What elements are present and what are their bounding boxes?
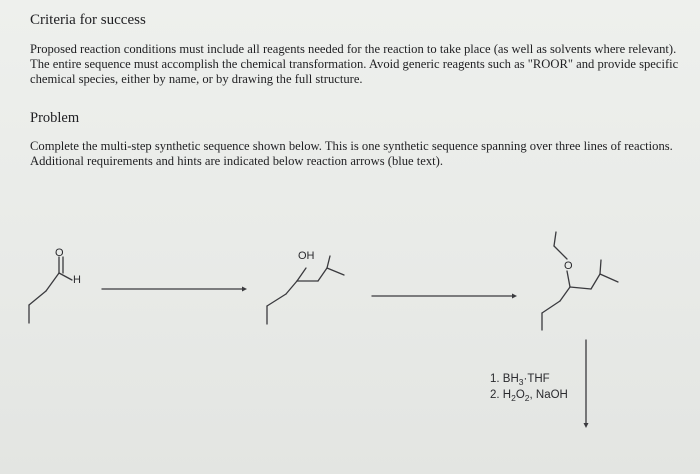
aldehyde-hydrogen-label: H	[73, 274, 81, 286]
ether-oxygen-label: O	[564, 260, 573, 272]
problem-text: Complete the multi-step synthetic sequence shown below. This is one synthetic sequence spanning over three lines of reactions. Additional requirements and hints are indicated below reaction arrows (blue text).	[30, 139, 673, 168]
criteria-text: Proposed reaction conditions must include all reagents needed for the reaction to take place (as well as solvents where relevant). The entire sequence must accomplish the chemical transformation. Avoid generic reagents such as "ROOR" and provide specific chemical species, either by name, or by drawing the full structure.	[30, 42, 679, 86]
reaction-arrow-2	[372, 294, 517, 299]
condition-step-1: 1. $BH_3\cdot THF$	[490, 373, 550, 387]
alcohol-intermediate-structure	[267, 256, 344, 324]
hydroxyl-label: OH	[298, 250, 315, 262]
reaction-arrow-1	[102, 287, 247, 292]
reaction-arrow-down	[584, 340, 589, 428]
ether-product-structure	[542, 232, 618, 330]
aldehyde-oxygen-label: O	[55, 247, 64, 259]
problem-heading: Problem	[30, 110, 80, 126]
criteria-heading: Criteria for success	[30, 12, 146, 28]
starting-aldehyde-structure	[29, 257, 72, 323]
condition-step-2: 2. $H_2O_2$, NaOH	[490, 389, 568, 403]
